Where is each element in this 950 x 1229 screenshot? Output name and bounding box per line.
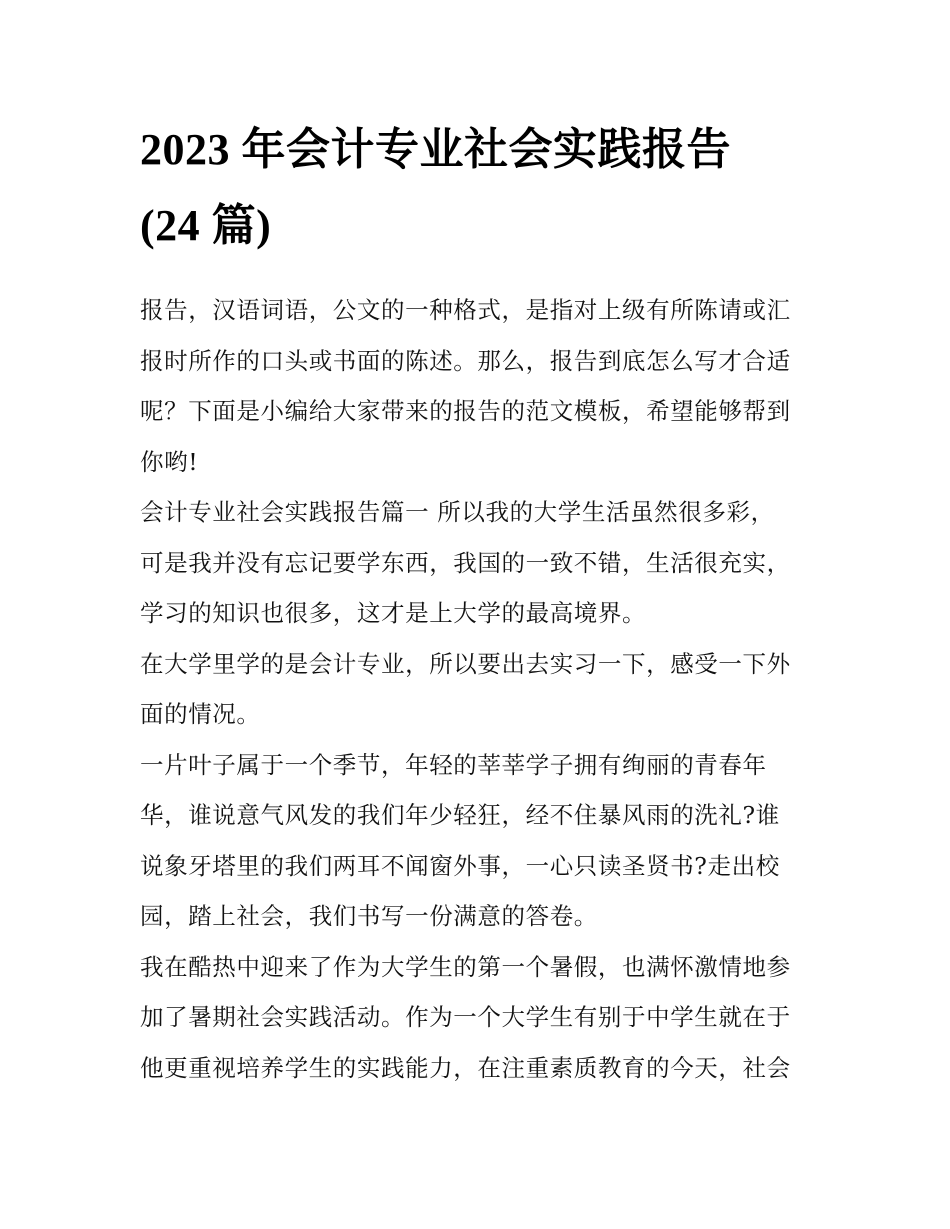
- text-line: 一片叶子属于一个季节，年轻的莘莘学子拥有绚丽的青春年: [140, 750, 767, 779]
- paragraph-leaf: [140, 740, 812, 942]
- text-line: 可是我并没有忘记要学东西，我国的一致不错，生活很充实，: [140, 548, 791, 577]
- document-body: [140, 285, 812, 1093]
- text-line: 会计专业社会实践报告篇一 所以我的大学生活虽然很多彩，: [140, 498, 775, 526]
- document-title: [140, 112, 812, 264]
- paragraph-section-one: [140, 487, 812, 639]
- text-line: 你哟!: [140, 447, 199, 476]
- text-line: 面的情况。: [140, 700, 261, 728]
- text-line: 我在酷热中迎来了作为大学生的第一个暑假，也满怀激情地参: [140, 952, 791, 981]
- paragraph-major: [140, 639, 812, 740]
- text-line: 学习的知识也很多，这才是上大学的最高境界。: [140, 599, 647, 627]
- text-line: 报时所作的口头或书面的陈述。那么，报告到底怎么写才合适: [140, 346, 791, 375]
- text-line: 加了暑期社会实践活动。作为一个大学生有别于中学生就在于: [140, 1003, 791, 1031]
- document-page: [140, 112, 812, 1093]
- text-line: 说象牙塔里的我们两耳不闻窗外事，一心只读圣贤书?走出校: [140, 851, 780, 880]
- text-line: 他更重视培养学生的实践能力，在注重素质教育的今天，社会: [140, 1053, 791, 1082]
- text-line: 在大学里学的是会计专业，所以要出去实习一下，感受一下外: [140, 649, 791, 678]
- text-line: 呢？下面是小编给大家带来的报告的范文模板，希望能够帮到: [140, 397, 791, 425]
- title-line-2: (24 篇): [140, 201, 272, 250]
- paragraph-summer: [140, 942, 812, 1094]
- text-line: 园，踏上社会，我们书写一份满意的答卷。: [140, 902, 598, 930]
- title-line-1: 2023 年会计专业社会实践报告: [140, 125, 731, 174]
- paragraph-intro: [140, 285, 812, 487]
- text-line: 报告，汉语词语，公文的一种格式，是指对上级有所陈请或汇: [140, 296, 791, 324]
- text-line: 华，谁说意气风发的我们年少轻狂，经不住暴风雨的洗礼?谁: [140, 801, 780, 829]
